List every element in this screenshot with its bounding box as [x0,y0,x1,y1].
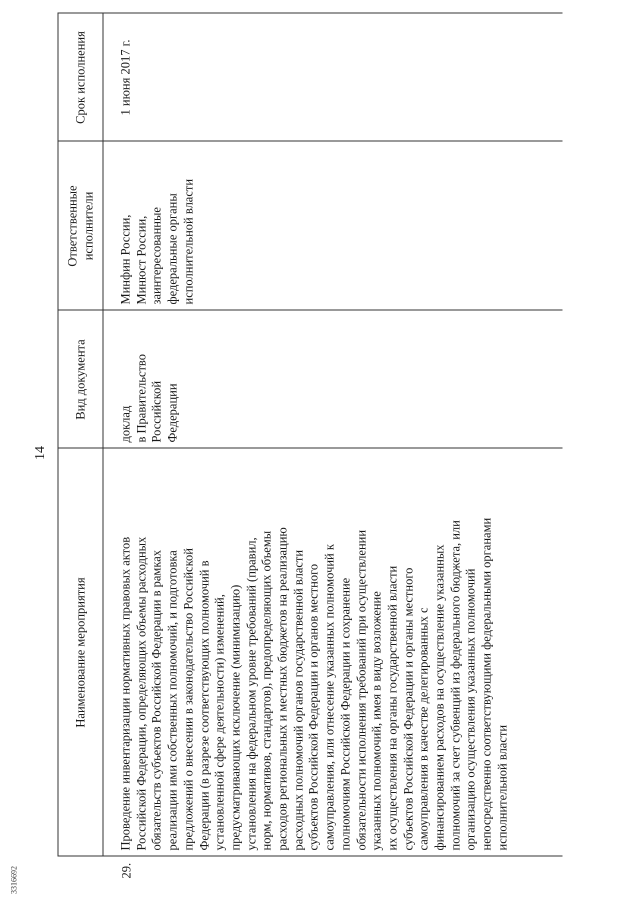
measure-name-line: Федерации (в разрезе соответствующих полномочий в [197,560,212,851]
responsible-line: Минюст России, [134,215,149,305]
measure-name-line: организацию осуществления указанных полномочий [463,568,478,851]
header-doc-type [58,311,103,449]
doc-type-line: Российской [149,380,164,443]
measure-name-line: самоуправления, или отнесение указанных полномочий к [322,544,337,851]
document-id: 3316692 [9,866,19,894]
measure-name-line: расходных полномочий органов государственной власти [291,549,306,851]
measure-name-line: субъектов Российской Федерации и органы местного [401,567,416,851]
column-divider-1 [58,448,563,449]
measure-name-line: полномочий за счет субвенций из федерального бюджета, или [448,520,463,851]
responsible-line: Минфин России, [118,214,133,305]
measure-name-cell [119,451,559,851]
column-divider-2 [58,310,563,311]
measure-name-text [119,451,512,851]
header-doc-type-label: Вид документа [73,339,87,420]
header-responsible [58,142,103,311]
header-separator [103,13,104,857]
responsible-line: федеральные органы [165,193,180,305]
header-name [58,449,103,857]
doc-type-line: в Правительство [134,354,149,443]
measure-name-line: самоуправления в качестве делегированных с [416,607,431,851]
header-deadline [58,14,103,142]
measure-name-line: реализации ими собственных полномочий, и подготовка [165,550,180,851]
header-responsible-line-2: исполнители [81,191,95,261]
measure-name-line: предложений о внесении в законодательство Российской [181,548,196,851]
deadline-text: 1 июня 2017 г. [118,39,133,116]
responsible-text [119,143,198,305]
measure-name-line: установленной сфере деятельности) изменений, [212,594,227,851]
doc-type-line: доклад [118,405,133,443]
measure-name-line: Проведение инвентаризации нормативных правовых актов [118,536,133,851]
measure-name-line: расходов региональных и местных бюджетов на реализацию [275,527,290,851]
responsible-line: исполнительной власти [181,178,196,305]
measure-name-line: их осуществления на органы государственной власти [385,565,400,851]
responsible-cell [119,143,198,305]
header-deadline-label: Срок исполнения [73,31,87,124]
measure-name-line: обязательств субъектов Российской Федерации в рамках [149,549,164,851]
responsible-line: заинтересованные [149,207,164,305]
measure-name-line: установления на федеральном уровне требований (правил, [244,537,259,851]
measure-name-line: полномочиям Российской Федерации и сохранение [338,577,353,851]
doc-type-line: Федерации [165,383,180,443]
deadline-cell [119,14,135,142]
measure-name-line: исполнительной власти [495,724,510,851]
measure-name-line: субъектов Российской Федерации и органов местного [306,563,321,851]
doc-type-cell [119,313,182,443]
measure-name-line: предусматривающих исключение (минимизацию) [228,584,243,851]
measure-name-line: обязательности исполнения требований при осуществлении [354,529,369,851]
measure-name-line: Российской Федерации, определяющих объемы расходных [134,536,149,851]
header-responsible-line-1: Ответственные [65,185,79,267]
doc-type-text [119,313,182,443]
header-name-label: Наименование мероприятия [73,577,87,728]
measure-name-line: финансированием расходов на осуществление указанных [432,544,447,851]
measure-name-line: непосредственно соответствующими федеральными органами [479,517,494,851]
measure-name-line: норм, нормативов, стандартов), предопределяющих объемы [259,530,274,851]
row-number-text: 29. [119,862,134,879]
measure-name-line: указанных полномочий, имея в виду возложение [369,591,384,851]
measures-table [58,13,563,879]
page-number: 14 [33,446,48,460]
row-number [120,857,136,879]
